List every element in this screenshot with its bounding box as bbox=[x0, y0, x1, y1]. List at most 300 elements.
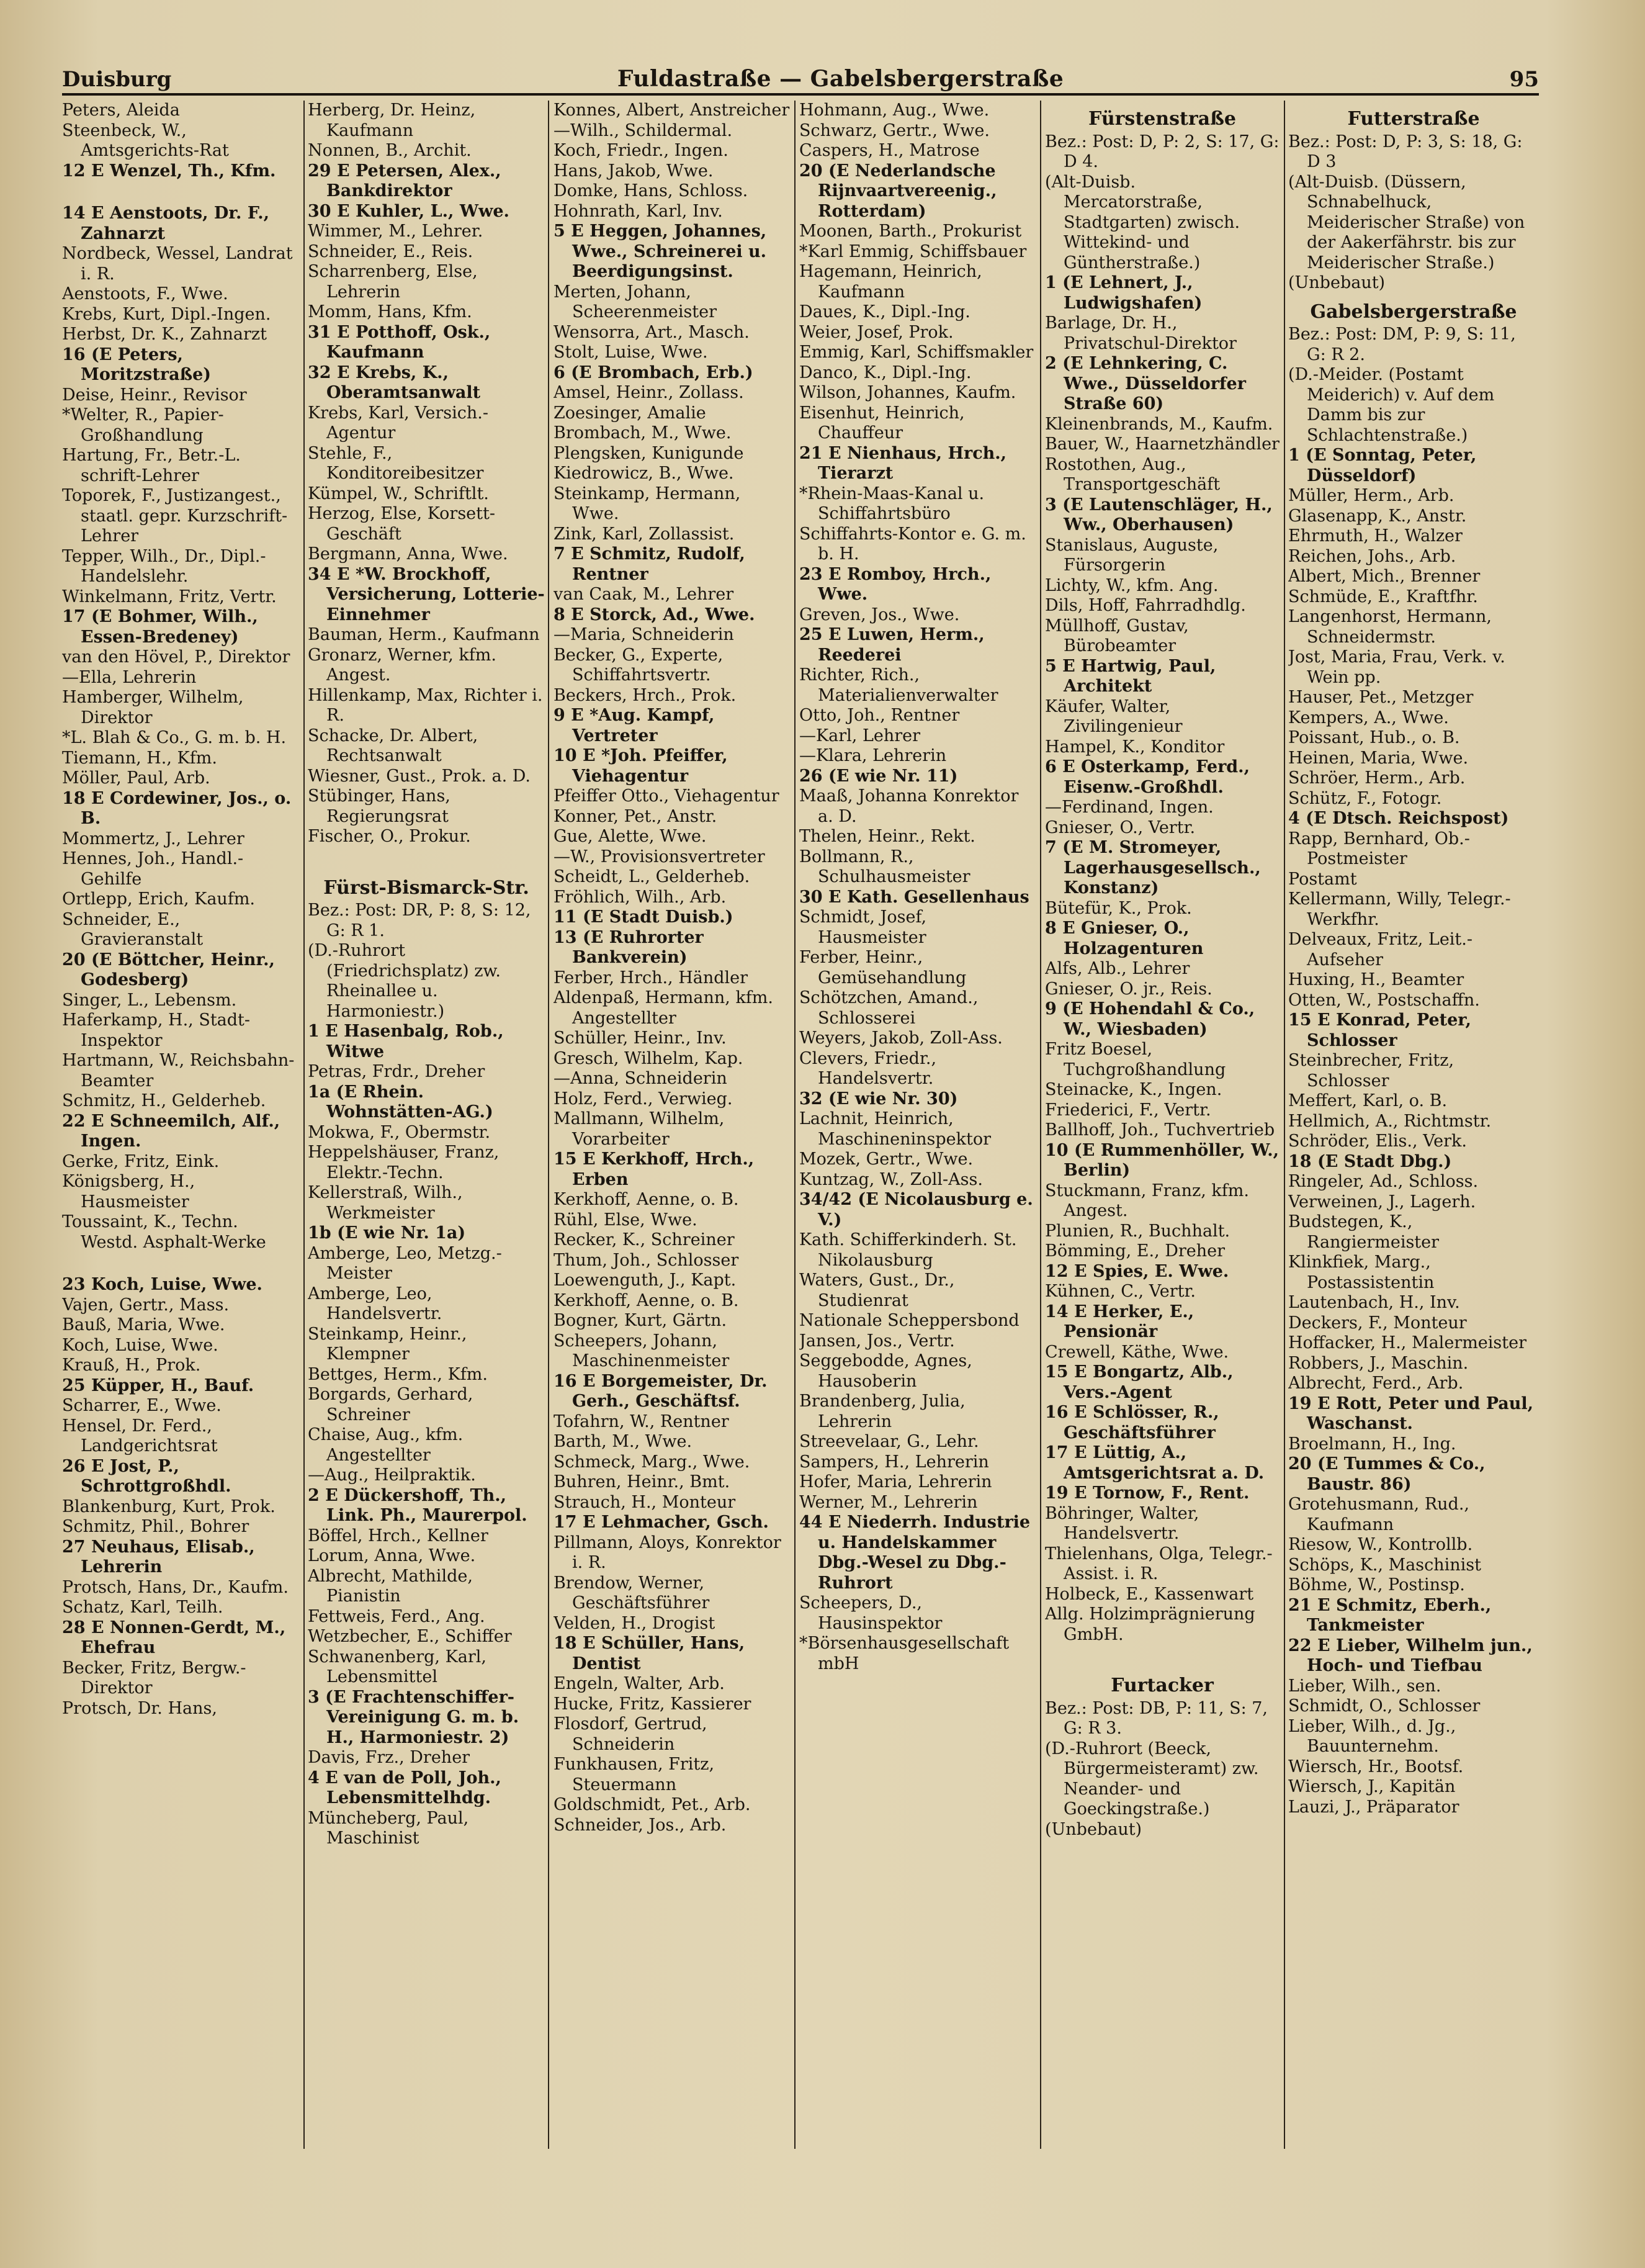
resident-entry: Daues, K., Dipl.-Ing. bbox=[799, 302, 970, 322]
resident-entry: 21 E Nienhaus, Hrch., Tierarzt bbox=[799, 443, 1007, 483]
resident-entry: Budstegen, K., Rangiermeister bbox=[1288, 1212, 1440, 1252]
resident-entry: Gue, Alette, Wwe. bbox=[554, 827, 707, 846]
resident-entry: Klinkfiek, Marg., Postassistentin bbox=[1288, 1253, 1435, 1292]
resident-entry: Schüller, Heinr., Inv. bbox=[554, 1028, 727, 1048]
street-heading: Futterstraße bbox=[1347, 108, 1480, 130]
resident-entry: Holbeck, E., Kassenwart bbox=[1045, 1584, 1254, 1604]
resident-entry: Aenstoots, F., Wwe. bbox=[62, 284, 228, 304]
resident-entry: 16 E Borgemeister, Dr. Gerh., Geschäftsf. bbox=[554, 1371, 768, 1411]
resident-entry: Schmitz, H., Gelderheb. bbox=[62, 1091, 266, 1110]
resident-entry: 15 E Kerkhoff, Hrch., Erben bbox=[554, 1150, 755, 1189]
resident-entry: Lautenbach, H., Inv. bbox=[1288, 1293, 1460, 1312]
resident-entry: Ortlepp, Erich, Kaufm. bbox=[62, 889, 256, 909]
resident-entry: Plengsken, Kunigunde bbox=[554, 443, 744, 463]
directory-column-6 bbox=[1288, 101, 1539, 2223]
resident-entry: Hartung, Fr., Betr.-L. schrift-Lehrer bbox=[62, 446, 241, 485]
resident-entry: 34 E *W. Brockhoff, Versicherung, Lotterie-Einnehmer bbox=[308, 564, 545, 624]
resident-entry: Bauer, W., Haarnetzhändler bbox=[1045, 434, 1280, 454]
resident-entry: Stehle, F., Konditoreibesitzer bbox=[308, 443, 484, 483]
resident-entry: 6 E Osterkamp, Ferd., Eisenw.-Großhdl. bbox=[1045, 757, 1250, 797]
resident-entry: 21 E Schmitz, Eberh., Tankmeister bbox=[1288, 1595, 1492, 1635]
resident-entry: Stuckmann, Franz, kfm. Angest. bbox=[1045, 1181, 1249, 1220]
resident-entry: 17 E Lehmacher, Gsch. bbox=[554, 1513, 769, 1532]
resident-entry: Konnes, Albert, Anstreicher bbox=[554, 101, 790, 120]
resident-entry: Kellermann, Willy, Telegr.-Werkfhr. bbox=[1288, 889, 1511, 929]
resident-entry: 12 E Wenzel, Th., Kfm. bbox=[62, 161, 276, 181]
section-district: Bez.: Post: DR, P: 8, S: 12, G: R 1. bbox=[308, 901, 531, 940]
resident-entry: 11 (E Stadt Duisb.) bbox=[554, 907, 733, 927]
resident-entry: Ehrmuth, H., Walzer bbox=[1288, 526, 1463, 546]
resident-entry: Streevelaar, G., Lehr. bbox=[799, 1432, 979, 1451]
resident-entry: Albrecht, Mathilde, Pianistin bbox=[308, 1566, 473, 1606]
resident-entry: Reichen, Johs., Arb. bbox=[1288, 546, 1456, 566]
resident-entry: Kühnen, C., Vertr. bbox=[1045, 1282, 1196, 1301]
resident-entry: Müncheberg, Paul, Maschinist bbox=[308, 1808, 469, 1848]
resident-entry: Ballhoff, Joh., Tuchvertrieb bbox=[1045, 1120, 1275, 1140]
resident-entry: Clevers, Friedr., Handelsvertr. bbox=[799, 1048, 937, 1088]
resident-entry: Steinkamp, Hermann, Wwe. bbox=[554, 484, 741, 523]
resident-entry: Buhren, Heinr., Bmt. bbox=[554, 1472, 730, 1492]
resident-entry: Mokwa, F., Obermstr. bbox=[308, 1122, 491, 1142]
resident-entry: Hans, Jakob, Wwe. bbox=[554, 161, 714, 181]
resident-entry: Kellerstraß, Wilh., Werkmeister bbox=[308, 1183, 463, 1223]
resident-entry: 1 (E Lehnert, J., Ludwigshafen) bbox=[1045, 273, 1203, 313]
resident-entry: Pfeiffer Otto., Viehagentur bbox=[554, 786, 779, 806]
resident-entry: 6 (E Brombach, Erb.) bbox=[554, 362, 753, 382]
resident-entry: 1 E Hasenbalg, Rob., Witwe bbox=[308, 1022, 504, 1061]
resident-entry: Stanislaus, Auguste, Fürsorgerin bbox=[1045, 535, 1219, 575]
resident-entry: Plunien, R., Buchhalt. bbox=[1045, 1221, 1230, 1241]
resident-entry: Otto, Joh., Rentner bbox=[799, 706, 960, 725]
resident-entry: 15 E Bongartz, Alb., Vers.-Agent bbox=[1045, 1362, 1234, 1402]
resident-entry: Rühl, Else, Wwe. bbox=[554, 1210, 697, 1230]
resident-entry: Kath. Schifferkinderh. St. Nikolausburg bbox=[799, 1230, 1017, 1270]
spacer bbox=[1045, 1645, 1280, 1667]
resident-entry: —W., Provisionsvertreter bbox=[554, 847, 765, 866]
resident-entry: Pillmann, Aloys, Konrektor i. R. bbox=[554, 1532, 781, 1572]
resident-entry: Kleinenbrands, M., Kaufm. bbox=[1045, 414, 1273, 434]
resident-entry: Maaß, Johanna Konrektor a. D. bbox=[799, 786, 1019, 826]
resident-entry: Schmüde, E., Kraftfhr. bbox=[1288, 587, 1478, 606]
resident-entry: 22 E Schneemilch, Alf., Ingen. bbox=[62, 1111, 280, 1151]
resident-entry: Tepper, Wilh., Dr., Dipl.-Handelslehr. bbox=[62, 546, 266, 586]
resident-entry: 3 (E Lautenschläger, H., Ww., Oberhausen) bbox=[1045, 495, 1273, 534]
resident-entry: Königsberg, H., Hausmeister bbox=[62, 1172, 195, 1212]
resident-entry: Amberge, Leo, Handelsvertr. bbox=[308, 1284, 442, 1323]
resident-entry: van Caak, M., Lehrer bbox=[554, 585, 734, 604]
resident-entry: Krebs, Kurt, Dipl.-Ingen. bbox=[62, 304, 271, 324]
resident-entry: Müller, Herm., Arb. bbox=[1288, 486, 1455, 505]
resident-entry: Richter, Rich., Materialienverwalter bbox=[799, 665, 998, 705]
resident-entry: Rapp, Bernhard, Ob.-Postmeister bbox=[1288, 829, 1470, 868]
resident-entry: Fröhlich, Wilh., Arb. bbox=[554, 887, 727, 907]
resident-entry: 26 E Jost, P., Schrottgroßhdl. bbox=[62, 1456, 231, 1496]
resident-entry: Haferkamp, H., Stadt-Inspektor bbox=[62, 1010, 251, 1050]
resident-entry: 26 (E wie Nr. 11) bbox=[799, 766, 958, 786]
resident-entry: Tiemann, H., Kfm. bbox=[62, 748, 217, 768]
resident-entry: Schröer, Herm., Arb. bbox=[1288, 768, 1466, 788]
resident-entry: Deise, Heinr., Revisor bbox=[62, 385, 247, 405]
resident-entry: Herbst, Dr. K., Zahnarzt bbox=[62, 325, 267, 344]
resident-entry: Kempers, A., Wwe. bbox=[1288, 708, 1449, 727]
resident-entry: Mommertz, J., Lehrer bbox=[62, 829, 244, 848]
resident-entry: Wensorra, Art., Masch. bbox=[554, 322, 750, 342]
resident-entry: Wiersch, Hr., Bootsf. bbox=[1288, 1757, 1464, 1776]
resident-entry: *Welter, R., Papier-Großhandlung bbox=[62, 405, 224, 445]
resident-entry: 23 E Romboy, Hrch., Wwe. bbox=[799, 564, 992, 604]
resident-entry: Singer, L., Lebensm. bbox=[62, 990, 237, 1010]
resident-entry: Meffert, Karl, o. B. bbox=[1288, 1091, 1448, 1110]
resident-entry: 18 E Cordewiner, Jos., o. B. bbox=[62, 788, 292, 828]
column-divider bbox=[794, 101, 796, 2149]
resident-entry: Scheepers, Johann, Maschinenmeister bbox=[554, 1331, 730, 1370]
resident-entry: Fritz Boesel, Tuchgroßhandlung bbox=[1045, 1040, 1226, 1079]
resident-entry: Bez.: Post: D, P: 3, S: 18, G: D 3 bbox=[1288, 132, 1523, 171]
resident-entry: Caspers, H., Matrose bbox=[799, 141, 980, 160]
resident-entry: 30 E Kath. Gesellenhaus bbox=[799, 887, 1029, 907]
resident-entry: 28 E Nonnen-Gerdt, M., Ehefrau bbox=[62, 1618, 286, 1657]
resident-entry: Schneider, Jos., Arb. bbox=[554, 1815, 727, 1835]
resident-entry: Borgards, Gerhard, Schreiner bbox=[308, 1385, 473, 1424]
header-rule bbox=[62, 93, 1539, 96]
resident-entry: Koch, Friedr., Ingen. bbox=[554, 141, 728, 160]
resident-entry: Jost, Maria, Frau, Verk. v. Wein pp. bbox=[1288, 647, 1505, 687]
resident-entry: 44 E Niederrh. Industrie u. Handelskammer Dbg.-Wesel zu Dbg.-Ruhrort bbox=[799, 1513, 1031, 1593]
resident-entry: Werner, M., Lehrerin bbox=[799, 1492, 978, 1512]
resident-entry: Blankenburg, Kurt, Prok. bbox=[62, 1496, 276, 1516]
resident-entry: Hohmann, Aug., Wwe. bbox=[799, 101, 990, 120]
resident-entry: Becker, Fritz, Bergw.-Direktor bbox=[62, 1658, 246, 1698]
resident-entry: Huxing, H., Beamter bbox=[1288, 970, 1464, 989]
resident-entry: Wetzbecher, E., Schiffer bbox=[308, 1627, 512, 1646]
resident-entry: Mozek, Gertr., Wwe. bbox=[799, 1150, 974, 1169]
directory-column-1 bbox=[62, 101, 300, 2223]
resident-entry: (Unbebaut) bbox=[1288, 273, 1386, 292]
resident-entry: Velden, H., Drogist bbox=[554, 1613, 715, 1633]
resident-entry: 9 E *Aug. Kampf, Vertreter bbox=[554, 706, 715, 745]
resident-entry: —Maria, Schneiderin bbox=[554, 625, 734, 644]
resident-entry: 25 E Luwen, Herm., Reederei bbox=[799, 625, 985, 665]
resident-entry: 34/42 (E Nicolausburg e. V.) bbox=[799, 1190, 1033, 1230]
resident-entry: 19 E Rott, Peter und Paul, Waschanst. bbox=[1288, 1393, 1534, 1433]
resident-entry: Lichty, W., kfm. Ang. bbox=[1045, 575, 1219, 595]
resident-entry: Hartmann, W., Reichsbahn-Beamter bbox=[62, 1051, 295, 1091]
resident-entry: Kümpel, W., Schriftlt. bbox=[308, 484, 489, 503]
resident-entry: Heppelshäuser, Franz, Elektr.-Techn. bbox=[308, 1143, 500, 1182]
resident-entry: Seggebodde, Agnes, Hausoberin bbox=[799, 1351, 972, 1391]
resident-entry: 31 E Potthoff, Osk., Kaufmann bbox=[308, 322, 491, 362]
resident-entry: Wiersch, J., Kapitän bbox=[1288, 1777, 1456, 1796]
resident-entry: Alfs, Alb., Lehrer bbox=[1045, 959, 1190, 978]
resident-entry: Waters, Gust., Dr., Studienrat bbox=[799, 1271, 955, 1310]
resident-entry: (Unbebaut) bbox=[1045, 1819, 1142, 1839]
resident-entry: Barlage, Dr. H., Privatschul-Direktor bbox=[1045, 313, 1237, 353]
resident-entry: Merten, Johann, Scheerenmeister bbox=[554, 282, 717, 322]
resident-entry: Thielenhans, Olga, Telegr.-Assist. i. R. bbox=[1045, 1544, 1273, 1583]
resident-entry: Flosdorf, Gertrud, Schneiderin bbox=[554, 1714, 707, 1754]
resident-entry: Lorum, Anna, Wwe. bbox=[308, 1546, 476, 1565]
resident-entry: Herzog, Else, Korsett-Geschäft bbox=[308, 504, 495, 544]
resident-entry: Schneider, E., Gravieranstalt bbox=[62, 909, 204, 949]
resident-entry: Sampers, H., Lehrerin bbox=[799, 1452, 989, 1472]
resident-entry: Ringeler, Ad., Schloss. bbox=[1288, 1172, 1479, 1191]
resident-entry: Steinkamp, Heinr., Klempner bbox=[308, 1324, 467, 1364]
directory-column-3 bbox=[554, 101, 791, 2223]
resident-entry: Schröder, Elis., Verk. bbox=[1288, 1132, 1467, 1151]
resident-entry: Danco, K., Dipl.-Ing. bbox=[799, 362, 972, 382]
resident-entry: Hamberger, Wilhelm, Direktor bbox=[62, 688, 244, 727]
resident-entry: Böhme, W., Postinsp. bbox=[1288, 1575, 1465, 1595]
directory-column-2 bbox=[308, 101, 545, 2223]
resident-entry: 3 (E Frachtenschiffer-Vereinigung G. m. b. H., Harmoniestr. 2) bbox=[308, 1687, 519, 1747]
resident-entry: Davis, Frz., Dreher bbox=[308, 1748, 470, 1767]
resident-entry: 16 (E Peters, Moritzstraße) bbox=[62, 344, 212, 384]
resident-entry: Rostothen, Aug., Transportgeschäft bbox=[1045, 454, 1221, 494]
resident-entry: Barth, M., Wwe. bbox=[554, 1432, 693, 1451]
resident-entry: —Ella, Lehrerin bbox=[62, 667, 197, 687]
resident-entry: —Klara, Lehrerin bbox=[799, 746, 947, 765]
resident-entry: 7 E Schmitz, Rudolf, Rentner bbox=[554, 544, 745, 584]
resident-entry: Loewenguth, J., Kapt. bbox=[554, 1271, 737, 1290]
resident-entry: Schöps, K., Maschinist bbox=[1288, 1555, 1481, 1575]
resident-entry: Emmig, Karl, Schiffsmakler bbox=[799, 343, 1034, 362]
resident-entry: Kerkhoff, Aenne, o. B. bbox=[554, 1290, 739, 1310]
resident-entry: 32 E Krebs, K., Oberamtsanwalt bbox=[308, 362, 481, 402]
resident-entry: 15 E Konrad, Peter, Schlosser bbox=[1288, 1010, 1471, 1050]
column-divider bbox=[1040, 101, 1041, 2149]
resident-entry: 17 E Lüttig, A., Amtsgerichtsrat a. D. bbox=[1045, 1443, 1265, 1483]
resident-entry: 20 (E Böttcher, Heinr., Godesberg) bbox=[62, 950, 275, 989]
resident-entry: Eisenhut, Heinrich, Chauffeur bbox=[799, 403, 965, 443]
resident-entry: Kerkhoff, Aenne, o. B. bbox=[554, 1190, 739, 1209]
resident-entry: Winkelmann, Fritz, Vertr. bbox=[62, 587, 277, 606]
resident-entry: Robbers, J., Maschin. bbox=[1288, 1353, 1469, 1373]
resident-entry: Recker, K., Schreiner bbox=[554, 1230, 735, 1249]
resident-entry: Stolt, Luise, Wwe. bbox=[554, 343, 708, 362]
street-heading: Gabelsbergerstraße bbox=[1310, 300, 1517, 323]
resident-entry: Schmidt, Josef, Hausmeister bbox=[799, 907, 927, 947]
resident-entry: Käufer, Walter, Zivilingenieur bbox=[1045, 696, 1183, 736]
resident-entry: Schiffahrts-Kontor e. G. m. b. H. bbox=[799, 524, 1026, 564]
resident-entry: 25 Küpper, H., Bauf. bbox=[62, 1375, 254, 1395]
resident-entry: Strauch, H., Monteur bbox=[554, 1492, 736, 1512]
resident-entry: Postamt bbox=[1288, 869, 1357, 889]
resident-entry: 1b (E wie Nr. 1a) bbox=[308, 1223, 466, 1243]
resident-entry: Gnieser, O. jr., Reis. bbox=[1045, 979, 1212, 999]
resident-entry: 1 (E Sonntag, Peter, Düsseldorf) bbox=[1288, 446, 1477, 485]
spacer bbox=[308, 847, 545, 870]
resident-entry: 4 (E Dtsch. Reichspost) bbox=[1288, 809, 1509, 828]
resident-entry: Hellmich, A., Richtmstr. bbox=[1288, 1111, 1492, 1131]
resident-entry: Delveaux, Fritz, Leit.-Aufseher bbox=[1288, 930, 1472, 970]
resident-entry: Amsel, Heinr., Zollass. bbox=[554, 383, 744, 402]
spacer bbox=[62, 181, 300, 204]
street-heading: Fürstenstraße bbox=[1088, 108, 1236, 130]
resident-entry: Lieber, Wilh., d. Jg., Bauunternehm. bbox=[1288, 1716, 1456, 1756]
resident-entry: 29 E Petersen, Alex., Bankdirektor bbox=[308, 161, 501, 200]
resident-entry: Bergmann, Anna, Wwe. bbox=[308, 544, 508, 564]
resident-entry: Petras, Frdr., Dreher bbox=[308, 1062, 485, 1081]
resident-entry: Hohnrath, Karl, Inv. bbox=[554, 201, 723, 221]
column-divider bbox=[1284, 101, 1285, 2149]
resident-entry: Bauß, Maria, Wwe. bbox=[62, 1315, 225, 1334]
resident-entry: Gronarz, Werner, kfm. Angest. bbox=[308, 645, 496, 685]
resident-entry: Thum, Joh., Schlosser bbox=[554, 1250, 739, 1270]
resident-entry: Schmitz, Phil., Bohrer bbox=[62, 1517, 249, 1536]
section-description: (D.-Ruhrort (Friedrichsplatz) zw. Rheinallee u. Harmoniestr.) bbox=[308, 941, 501, 1021]
resident-entry: 7 (E M. Stromeyer, Lagerhausgesellsch., Konstanz) bbox=[1045, 838, 1261, 898]
resident-entry: Scharrenberg, Else, Lehrerin bbox=[308, 262, 478, 302]
resident-entry: Holz, Ferd., Verwieg. bbox=[554, 1089, 733, 1109]
resident-entry: Hampel, K., Konditor bbox=[1045, 737, 1225, 757]
resident-entry: Schütz, F., Fotogr. bbox=[1288, 788, 1442, 808]
resident-entry: Grotehusmann, Rud., Kaufmann bbox=[1288, 1495, 1470, 1534]
resident-entry: Nonnen, B., Archit. bbox=[308, 141, 472, 160]
resident-entry: Toussaint, K., Techn. Westd. Asphalt-Werke bbox=[62, 1212, 266, 1252]
resident-entry: Brombach, M., Wwe. bbox=[554, 423, 732, 443]
resident-entry: Wiesner, Gust., Prok. a. D. bbox=[308, 766, 531, 786]
resident-entry: 18 E Schüller, Hans, Dentist bbox=[554, 1634, 745, 1673]
resident-entry: 5 E Hartwig, Paul, Architekt bbox=[1045, 656, 1216, 696]
resident-entry: Becker, G., Experte, Schiffahrtsvertr. bbox=[554, 645, 724, 685]
resident-entry: Kiedrowicz, B., Wwe. bbox=[554, 464, 734, 483]
resident-entry: van den Hövel, P., Direktor bbox=[62, 647, 290, 667]
resident-entry: Bogner, Kurt, Gärtn. bbox=[554, 1311, 727, 1330]
resident-entry: 5 E Heggen, Johannes, Wwe., Schreinerei u. Beerdigungsinst. bbox=[554, 222, 767, 281]
resident-entry: Protsch, Hans, Dr., Kaufm. bbox=[62, 1577, 289, 1597]
resident-entry: Broelmann, H., Ing. bbox=[1288, 1434, 1456, 1454]
resident-entry: Deckers, F., Monteur bbox=[1288, 1313, 1467, 1333]
resident-entry: —Aug., Heilpraktik. bbox=[308, 1465, 476, 1485]
resident-entry: Wilson, Johannes, Kaufm. bbox=[799, 383, 1016, 402]
section-heading-fuerst-bismarck: Fürst-Bismarck-Str. bbox=[323, 876, 529, 899]
resident-entry: Hillenkamp, Max, Richter i. R. bbox=[308, 685, 543, 725]
resident-entry: Bollmann, R., Schulhausmeister bbox=[799, 847, 970, 886]
resident-entry: 9 (E Hohendahl & Co., W., Wiesbaden) bbox=[1045, 999, 1255, 1039]
resident-entry: 20 (E Nederlandsche Rijnvaartvereenig., Rotterdam) bbox=[799, 161, 997, 221]
resident-entry: 8 E Gnieser, O., Holzagenturen bbox=[1045, 919, 1204, 958]
resident-entry: Nordbeck, Wessel, Landrat i. R. bbox=[62, 244, 293, 284]
resident-entry: 19 E Tornow, F., Rent. bbox=[1045, 1483, 1250, 1503]
street-range-title: Fuldastraße — Gabelsbergerstraße bbox=[617, 66, 1064, 92]
resident-entry: 2 E Dückershoff, Th., Link. Ph., Maurerpol. bbox=[308, 1485, 527, 1525]
resident-entry: (D.-Meider. (Postamt Meiderich) v. Auf dem Damm bis zur Schlachtenstraße.) bbox=[1288, 365, 1495, 445]
resident-entry: Konner, Pet., Anstr. bbox=[554, 806, 717, 826]
resident-entry: Bütefür, K., Prok. bbox=[1045, 898, 1192, 918]
resident-entry: Böhringer, Walter, Handelsvertr. bbox=[1045, 1503, 1199, 1543]
resident-entry: Greven, Jos., Wwe. bbox=[799, 605, 960, 624]
resident-entry: Bömming, E., Dreher bbox=[1045, 1241, 1226, 1261]
resident-entry: 27 Neuhaus, Elisab., Lehrerin bbox=[62, 1537, 255, 1577]
resident-entry: Herberg, Dr. Heinz, Kaufmann bbox=[308, 101, 476, 140]
resident-entry: Weyers, Jakob, Zoll-Ass. bbox=[799, 1028, 1003, 1048]
resident-entry: Krebs, Karl, Versich.-Agentur bbox=[308, 403, 488, 443]
resident-entry: Toporek, F., Justizangest., staatl. gepr. Kurzschrift-Lehrer bbox=[62, 486, 288, 546]
resident-entry: 16 E Schlösser, R., Geschäftsführer bbox=[1045, 1403, 1219, 1442]
resident-entry: —Wilh., Schildermal. bbox=[554, 120, 733, 140]
resident-entry: Brendow, Werner, Geschäftsführer bbox=[554, 1573, 710, 1613]
resident-entry: (Alt-Duisb. Mercatorstraße, Stadtgarten) zwisch. Wittekind- und Güntherstraße.) bbox=[1045, 172, 1240, 272]
resident-entry: 14 E Herker, E., Pensionär bbox=[1045, 1302, 1195, 1341]
resident-entry: 17 (E Bohmer, Wilh., Essen-Bredeney) bbox=[62, 607, 258, 647]
resident-entry: Schwanenberg, Karl, Lebensmittel bbox=[308, 1647, 486, 1686]
resident-entry: 23 Koch, Luise, Wwe. bbox=[62, 1275, 262, 1294]
resident-entry: Albrecht, Ferd., Arb. bbox=[1288, 1374, 1464, 1393]
resident-entry: Momm, Hans, Kfm. bbox=[308, 302, 472, 322]
resident-entry: Mallmann, Wilhelm, Vorarbeiter bbox=[554, 1109, 725, 1149]
resident-entry: Zoesinger, Amalie bbox=[554, 403, 706, 423]
resident-entry: 32 (E wie Nr. 30) bbox=[799, 1089, 958, 1109]
resident-entry: Schmidt, O., Schlosser bbox=[1288, 1696, 1481, 1716]
resident-entry: Otten, W., Postschaffn. bbox=[1288, 990, 1480, 1010]
resident-entry: Allg. Holzimprägnierung GmbH. bbox=[1045, 1604, 1255, 1644]
directory-column-4 bbox=[799, 101, 1036, 2223]
resident-entry: Engeln, Walter, Arb. bbox=[554, 1674, 725, 1693]
page-header bbox=[62, 63, 1539, 92]
column-divider bbox=[548, 101, 549, 2149]
resident-entry: Friederici, F., Vertr. bbox=[1045, 1100, 1211, 1120]
resident-entry: 10 (E Rummenhöller, W., Berlin) bbox=[1045, 1140, 1280, 1180]
resident-entry: Steenbeck, W., Amtsgerichts-Rat bbox=[62, 120, 229, 160]
resident-entry: Nationale Scheppersbond bbox=[799, 1311, 1020, 1330]
resident-entry: 8 E Storck, Ad., Wwe. bbox=[554, 605, 755, 624]
resident-entry: Bez.: Post: DM, P: 9, S: 11, G: R 2. bbox=[1288, 325, 1516, 364]
resident-entry: Schötzchen, Amand., Schlosserei bbox=[799, 988, 979, 1028]
resident-entry: Lachnit, Heinrich, Maschineninspektor bbox=[799, 1109, 992, 1149]
resident-entry: 20 (E Tummes & Co., Baustr. 86) bbox=[1288, 1454, 1486, 1494]
resident-entry: Schmeck, Marg., Wwe. bbox=[554, 1452, 750, 1472]
resident-entry: Crewell, Käthe, Wwe. bbox=[1045, 1342, 1229, 1362]
resident-entry: 22 E Lieber, Wilhelm jun., Hoch- und Tiefbau bbox=[1288, 1636, 1533, 1675]
resident-entry: 1a (E Rhein. Wohnstätten-AG.) bbox=[308, 1082, 493, 1122]
page-number: 95 bbox=[1509, 67, 1539, 92]
resident-entry: Zink, Karl, Zollassist. bbox=[554, 524, 735, 544]
resident-entry: *Börsenhausgesellschaft mbH bbox=[799, 1634, 1010, 1673]
resident-entry: Goldschmidt, Pet., Arb. bbox=[554, 1795, 751, 1814]
resident-entry: 18 (E Stadt Dbg.) bbox=[1288, 1151, 1452, 1171]
resident-entry: Hagemann, Heinrich, Kaufmann bbox=[799, 262, 982, 302]
resident-entry: Müllhoff, Gustav, Bürobeamter bbox=[1045, 616, 1189, 655]
resident-entry: Fischer, O., Prokur. bbox=[308, 827, 471, 846]
resident-entry: Riesow, W., Kontrollb. bbox=[1288, 1535, 1473, 1554]
resident-entry: —Ferdinand, Ingen. bbox=[1045, 798, 1214, 817]
resident-entry: 10 E *Joh. Pfeiffer, Viehagentur bbox=[554, 746, 728, 786]
resident-entry: Tofahrn, W., Rentner bbox=[554, 1411, 729, 1431]
resident-entry: *L. Blah & Co., G. m. b. H. bbox=[62, 728, 287, 747]
resident-entry: —Anna, Schneiderin bbox=[554, 1069, 727, 1088]
resident-entry: Bettges, Herm., Kfm. bbox=[308, 1364, 488, 1384]
resident-entry: Jansen, Jos., Vertr. bbox=[799, 1331, 955, 1351]
resident-entry: Heinen, Maria, Wwe. bbox=[1288, 748, 1469, 768]
resident-entry: Glasenapp, K., Anstr. bbox=[1288, 506, 1467, 526]
resident-entry: Schwarz, Gertr., Wwe. bbox=[799, 120, 990, 140]
resident-entry: Scheepers, D., Hausinspektor bbox=[799, 1593, 943, 1633]
resident-entry: 13 (E Ruhrorter Bankverein) bbox=[554, 927, 704, 967]
resident-entry: —Karl, Lehrer bbox=[799, 726, 921, 745]
resident-entry: Steinacke, K., Ingen. bbox=[1045, 1080, 1222, 1099]
resident-entry: Böffel, Hrch., Kellner bbox=[308, 1526, 488, 1546]
resident-entry: Steinbrecher, Fritz, Schlosser bbox=[1288, 1051, 1455, 1091]
resident-entry: Vajen, Gertr., Mass. bbox=[62, 1295, 230, 1315]
resident-entry: Protsch, Dr. Hans, bbox=[62, 1698, 217, 1718]
resident-entry: Albert, Mich., Brenner bbox=[1288, 567, 1481, 586]
resident-entry: (Alt-Duisb. (Düssern, Schnabelhuck, Meiderischer Straße) von der Aakerfährstr. bis zur Meiderischer Straße.) bbox=[1288, 172, 1525, 272]
resident-entry: Bez.: Post: D, P: 2, S: 17, G: D 4. bbox=[1045, 132, 1280, 171]
resident-entry: Wimmer, M., Lehrer. bbox=[308, 222, 483, 241]
resident-entry: Hoffacker, H., Malermeister bbox=[1288, 1333, 1527, 1352]
resident-entry: Fettweis, Ferd., Ang. bbox=[308, 1606, 485, 1626]
resident-entry: Amberge, Leo, Metzg.-Meister bbox=[308, 1243, 502, 1283]
